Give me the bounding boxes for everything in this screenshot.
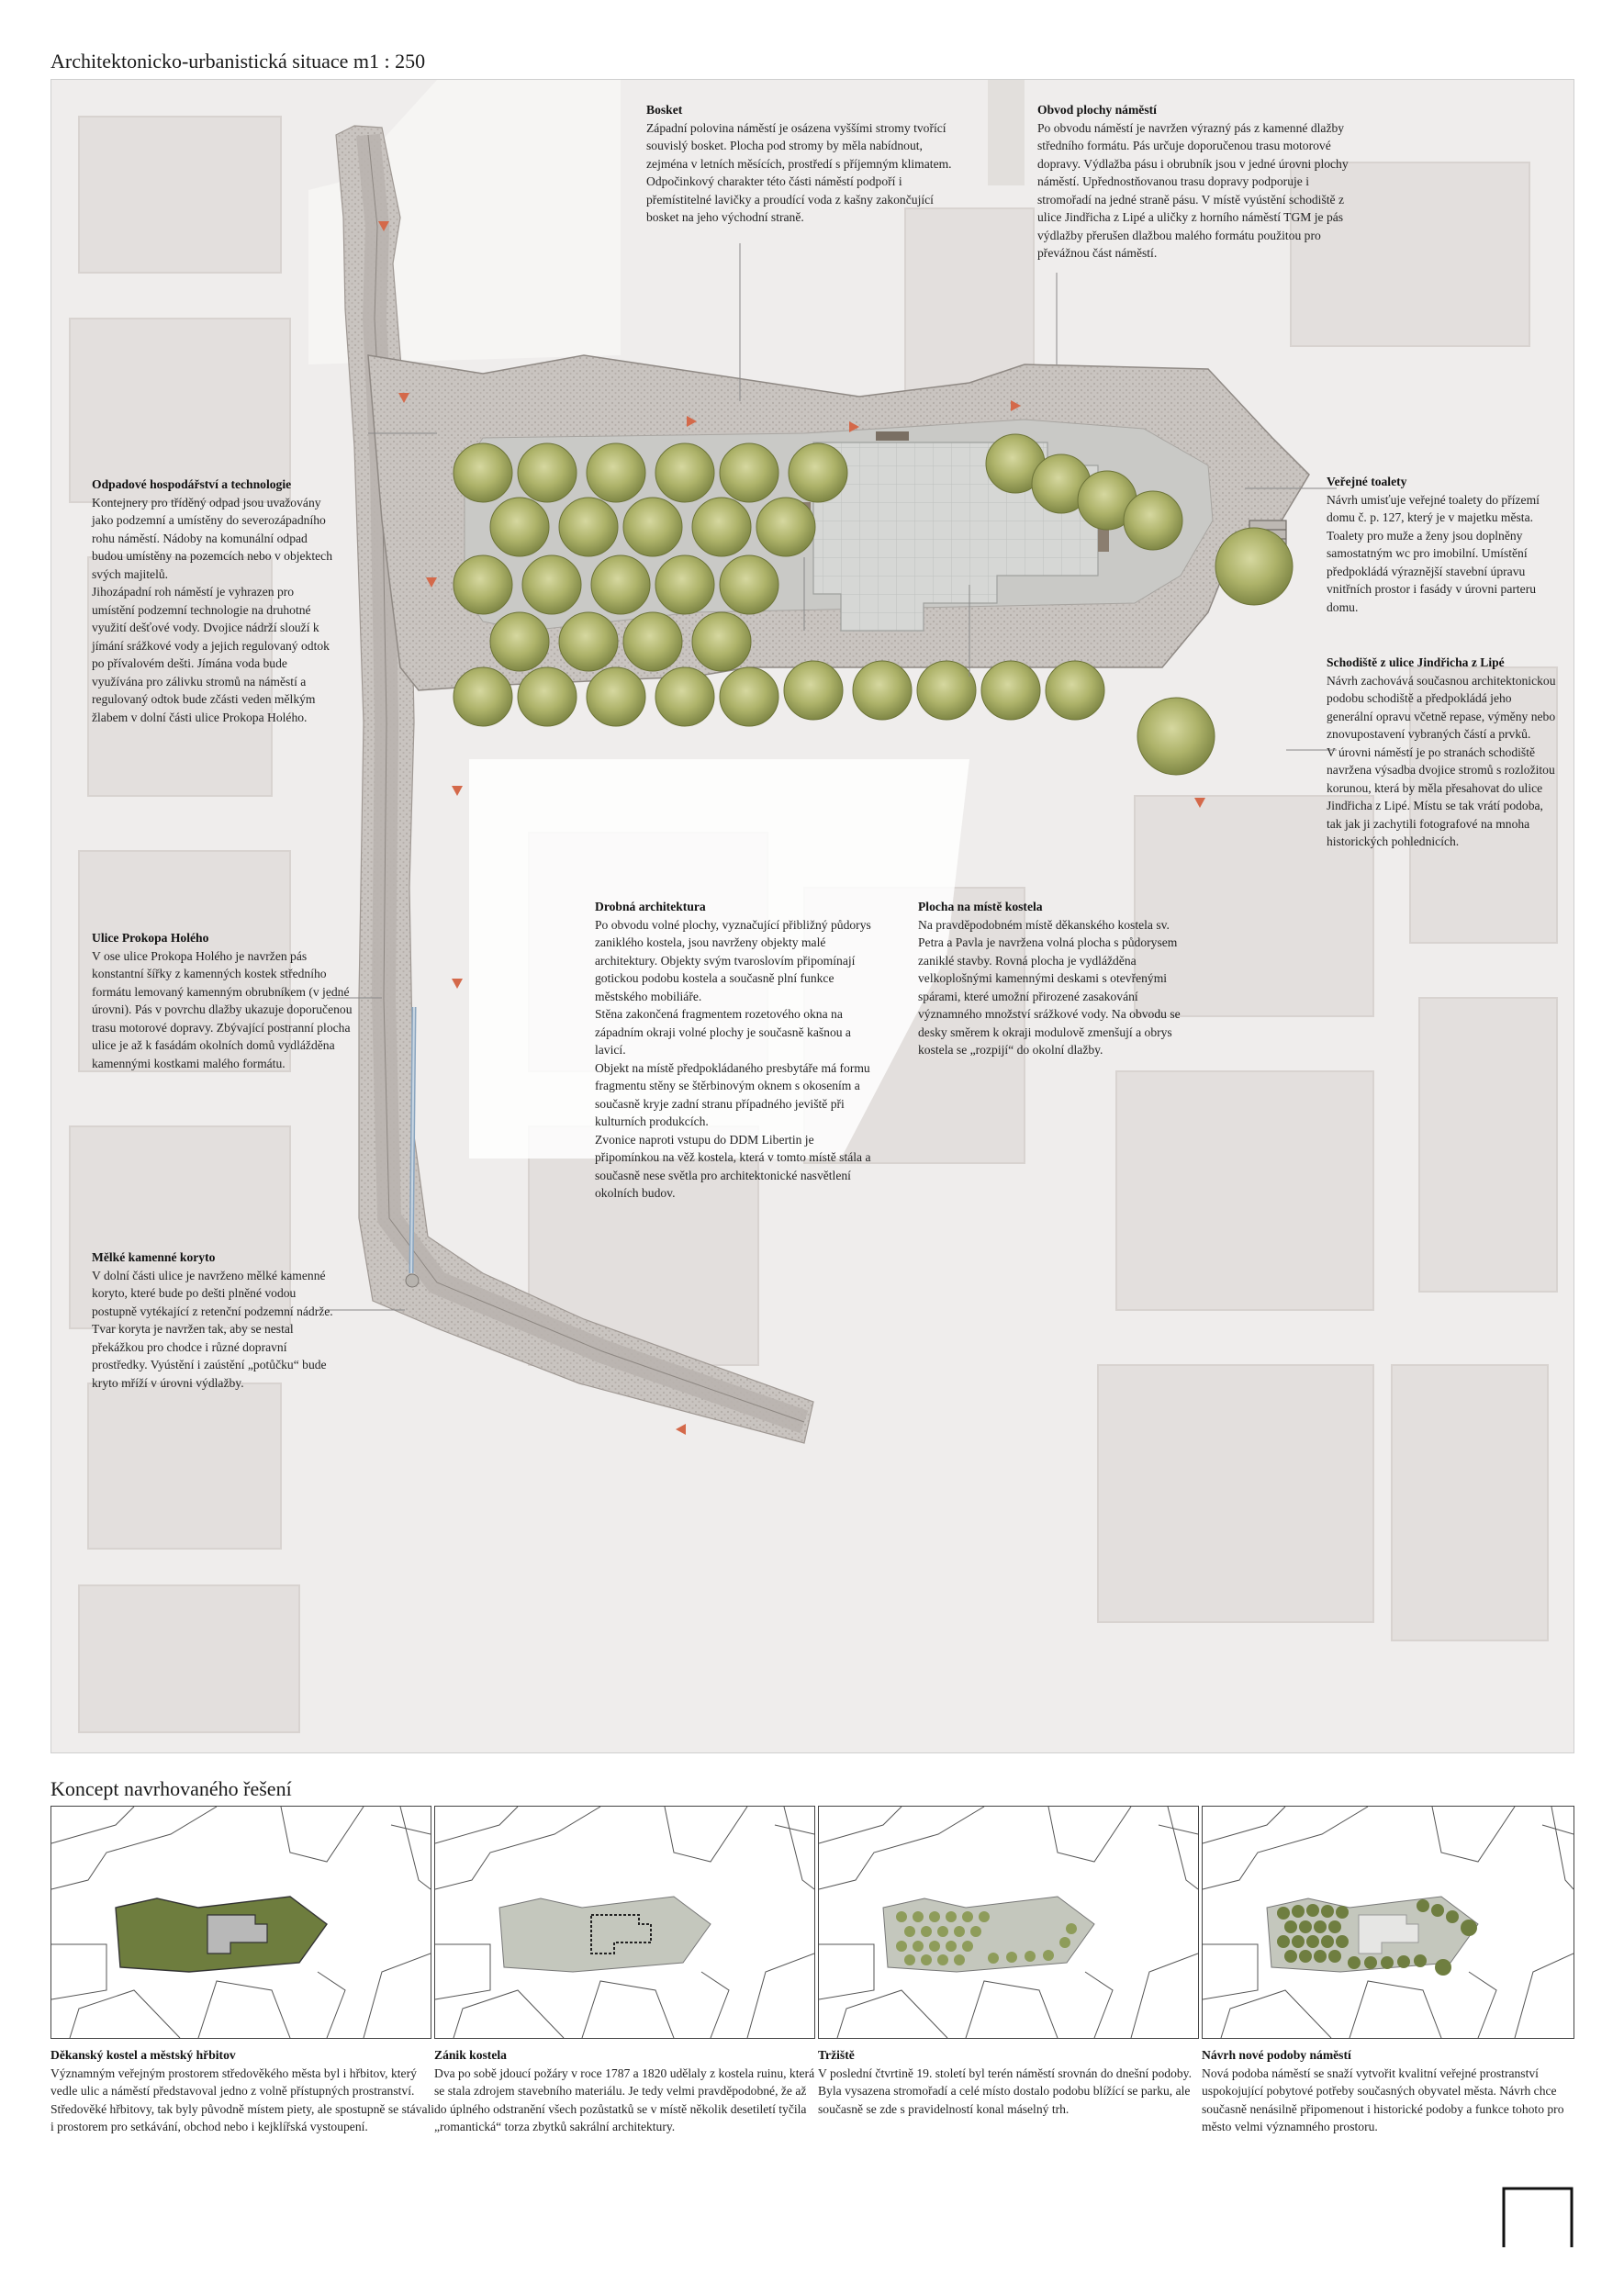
annotation-body-2: Jihozápadní roh náměstí je vyhrazen pro umístění podzemní technologie na druhotné využití dešťové vody. Dvojice nádrží slouží k jímání srážkové vody a jejich regulovaný odtok po přívalovém dešti. Jímána voda bude využívána pro zálivku stromů na náměstí a regulovaný odtok bude zčásti veden mělkým žlabem v dolní části ulice Prokopa Holého. [92, 585, 330, 724]
concept-panel-2 [434, 1806, 815, 2039]
concept-caption-title: Zánik kostela [434, 2048, 507, 2062]
annotation-title: Ulice Prokopa Holého [92, 931, 209, 945]
annotation-body-2: Stěna zakončená fragmentem rozetového okna na západním okraji volné plochy je současně kašnou a lavicí. [595, 1007, 851, 1057]
annotation-obvod [1037, 101, 1350, 263]
page-title: Architektonicko-urbanistická situace m1 : 250 [50, 50, 426, 73]
annotation-body-2: V úrovni náměstí je po stranách schodiště navržena výsadba dvojice stromů s rozložitou korunou, která by měla přesahovat do ulice Jindřicha z Lipé. Místu se tak vrátí podoba, tak jak ji zachytili fotografové na mnoha historických pohlednicích. [1327, 744, 1555, 848]
annotation-title: Mělké kamenné koryto [92, 1250, 216, 1264]
concept-caption-body: V poslední čtvrtině 19. století byl terén náměstí srovnán do dnešní podoby. Byla vysazena stromořadí a celé místo dostalo podobu blížící se parku, ale současně se zde s pravidelností konal máselný trh. [818, 2066, 1192, 2116]
concept-panel-1 [50, 1806, 431, 2039]
annotation-title: Odpadové hospodářství a technologie [92, 477, 292, 491]
annotation-schodiste [1327, 654, 1558, 851]
concept-caption-3 [818, 2046, 1204, 2118]
concept-map-2 [435, 1807, 814, 2038]
concept-caption-body: Nová podoba náměstí se snaží vytvořit kvalitní veřejné prostranství uspokojující pobytové potřeby současných obyvatel města. Návrh chce současně nenásilně připomenout i historické podoby a funkce tohoto pro město velmi významného prostoru. [1202, 2066, 1564, 2133]
annotation-body: Západní polovina náměstí je osázena vyššími stromy tvořící souvislý bosket. Plocha pod stromy by měla nabídnout, zejména v letních měsících, prostředí s příjemným klimatem. Odpočinkový charakter této části náměstí podpoří i přemístitelné lavičky a proudící voda z kašny zakončující bosket na jeho východní straně. [646, 120, 952, 224]
concept-caption-4 [1202, 2046, 1569, 2136]
concept-caption-1 [50, 2046, 436, 2136]
annotation-title: Veřejné toalety [1327, 475, 1407, 488]
annotation-bosket [646, 101, 964, 227]
concept-section-title: Koncept navrhovaného řešení [50, 1777, 292, 1800]
annotation-body: V dolní části ulice je navrženo mělké kamenné koryto, které bude po dešti plněné vodou postupně vytékající z retenční podzemní nádrže. Tvar koryta je navržen tak, aby se nestal překážkou pro chodce i různé dopravní prostředky. Vyústění i zaústění „potůčku“ bude kryto mříží v úrovni výdlažby. [92, 1268, 333, 1390]
concept-panel-4 [1202, 1806, 1574, 2039]
concept-map-4 [1203, 1807, 1574, 2038]
concept-map-3 [819, 1807, 1198, 2038]
annotation-body-4: Zvonice naproti vstupu do DDM Libertin je připomínkou na věž kostela, která v tomto místě stála a současně nese světla pro architektonické nasvětlení okolních budov. [595, 1132, 871, 1200]
annotation-body: V ose ulice Prokopa Holého je navržen pás konstantní šířky z kamenných kostek středního formátu lemovaný kamenným obrubníkem (v jedné úrovni). Pás v povrchu dlažby ukazuje doporučenou trasu motorové dopravy. Zbývající postranní plocha ulice je až k fasádám okolních domů vydlážděna kamennými kostkami malého formátu. [92, 948, 353, 1070]
annotation-body: Návrh zachovává současnou architektonickou podobu schodiště a předpokládá jeho generální opravu včetně repase, výměny nebo znovupostavení vybraných částí a prvků. [1327, 673, 1556, 741]
annotation-title: Obvod plochy náměstí [1037, 103, 1157, 117]
annotation-toalety [1327, 473, 1558, 616]
concept-caption-body: Významným veřejným prostorem středověkého města byl i hřbitov, který vedle ulic a náměstí představoval jedno z volně přístupných prostranství. Středověké hřbitovy, tak byly původně místem piety, ale spostupně se stávali i prostorem pro setkávání, obchod nebo i kejklířská vystoupení. [50, 2066, 435, 2133]
annotation-title: Schodiště z ulice Jindřicha z Lipé [1327, 655, 1505, 669]
annotation-body: Kontejnery pro tříděný odpad jsou uvažovány jako podzemní a umístěny do severozápadního rohu náměstí. Nádoby na komunální odpad budou umístěny na pozemcích nebo v objektech svých majitelů. [92, 495, 332, 581]
concept-caption-title: Děkanský kostel a městský hřbitov [50, 2048, 236, 2062]
annotation-body-3: Objekt na místě předpokládaného presbytáře má formu fragmentu stěny se štěrbinovým oknem s okosením a současně kryje zadní stranu případného jeviště při kulturních produkcích. [595, 1060, 870, 1128]
concept-map-1 [51, 1807, 431, 2038]
annotation-body: Po obvodu náměstí je navržen výrazný pás z kamenné dlažby středního formátu. Pás určuje doporučenou trasu motorové dopravy. Výdlažba pásu i obrubník jsou v jedné úrovni plochy náměstí. Upřednostňovanou trasu dopravy podporuje i stromořadí na jedné straně pásu. V místě vyústění schodiště z ulice Jindřicha z Lipé a uličky z horního náměstí TGM je pás výdlažby přerušen dlažbou malého formátu použitou pro převážnou část náměstí. [1037, 120, 1349, 260]
annotation-body: Návrh umisťuje veřejné toalety do přízemí domu č. p. 127, který je v majetku města. Toalety pro muže a ženy jsou doplněny samostatným wc pro imobilní. Umístění předpokládá výraznější stavební úpravu vnitřních prostor i fasády v úrovni parteru domu. [1327, 492, 1540, 614]
annotation-koryto [92, 1248, 335, 1392]
annotation-body: Po obvodu volné plochy, vyznačující přibližný půdorys zaniklého kostela, jsou navrženy objekty malé architektury. Objekty svým tvaroslovím připomínají gotickou podobu kostela a současně plní funkce městského mobiliáře. [595, 917, 871, 1003]
annotation-body: Na pravděpodobném místě děkanského kostela sv. Petra a Pavla je navržena volná plocha s půdorysem zaniklé stavby. Rovná plocha je vydlážděna velkoplošnými kamennými deskami s otevřenými spárami, které umožní přirozené zasakování významného množství srážkové vody. Na obvodu se desky směrem k okraji modulově zmenšují a obrys kostela se „rozpijí“ do okolní dlažby. [918, 917, 1181, 1057]
annotation-title: Plocha na místě kostela [918, 900, 1043, 913]
studio-logo-icon [1502, 2187, 1574, 2247]
concept-panel-3 [818, 1806, 1199, 2039]
annotation-odpad [92, 476, 335, 726]
annotation-kostel [918, 898, 1198, 1059]
annotation-prokop [92, 929, 353, 1072]
annotation-title: Bosket [646, 103, 683, 117]
annotation-title: Drobná architektura [595, 900, 706, 913]
concept-caption-body: Dva po sobě jdoucí požáry v roce 1787 a 1820 udělaly z kostela ruinu, která se stala zdrojem stavebního materiálu. Je tedy velmi pravděpodobné, že až do úplného odstranění všech pozůstatků se v místě několik desetiletí tyčila „romantická“ torza zbytků sakrální architektury. [434, 2066, 815, 2133]
concept-caption-2 [434, 2046, 820, 2136]
annotation-drobna [595, 898, 875, 1203]
concept-caption-title: Návrh nové podoby náměstí [1202, 2048, 1351, 2062]
concept-caption-title: Tržiště [818, 2048, 855, 2062]
